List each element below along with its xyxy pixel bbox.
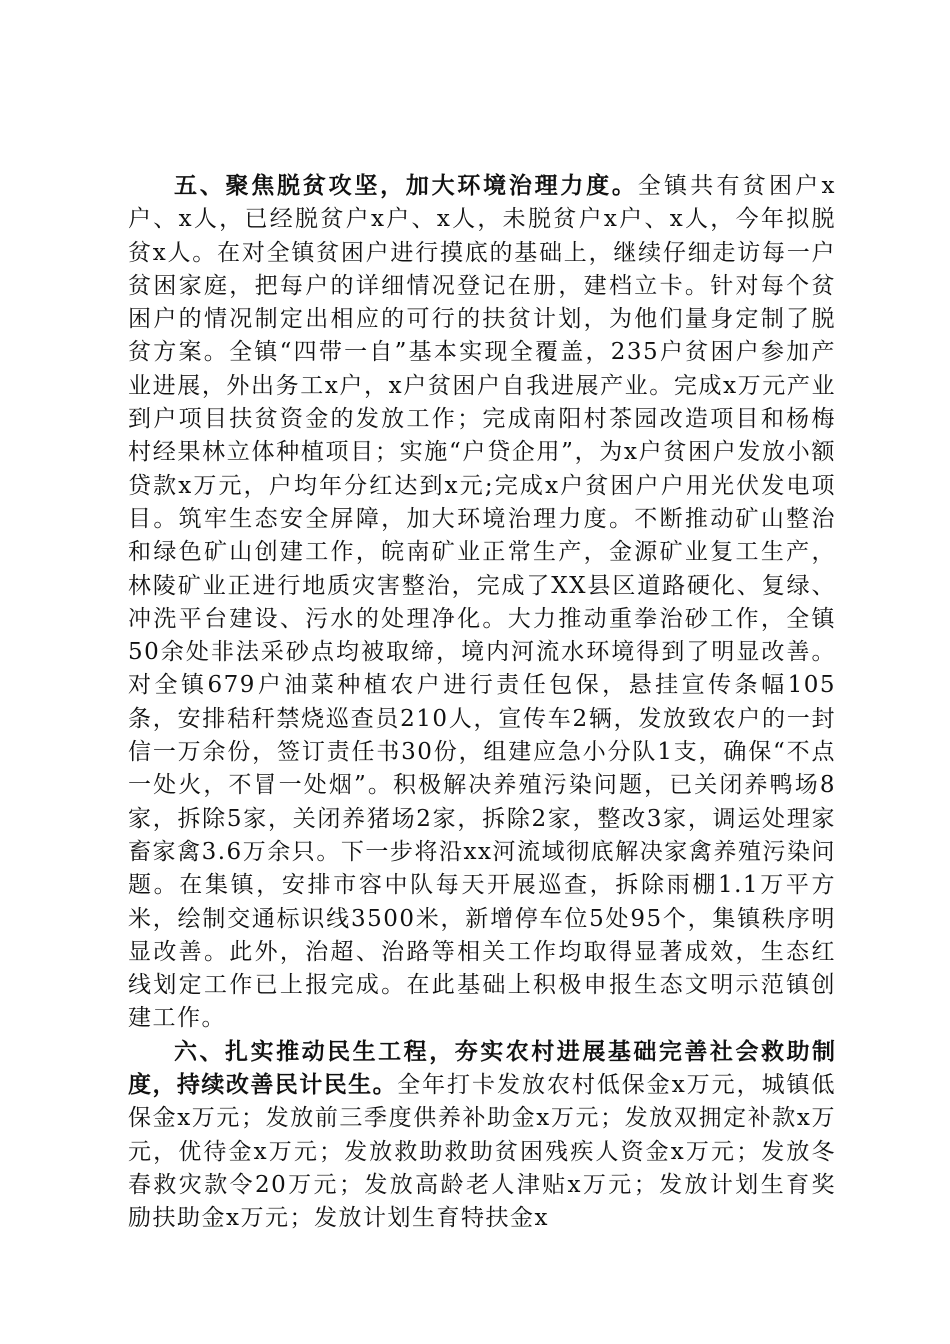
section-5-heading: 五、聚焦脱贫攻坚，加大环境治理力度。 [174,173,638,199]
section-6-body: 全年打卡发放农村低保金x万元，城镇低保金x万元；发放前三季度供养补助金x万元；发放双拥定补款x万元，优待金x万元；发放救助救助贫困残疾人资金x万元；发放冬春救灾款令20万元；发放高龄老人津贴x万元；发放计划生育奖励扶助金x万元；发放计划生育特扶金x [128,1072,836,1232]
paragraph-section-6 [128,1036,836,1236]
paragraph-section-5 [128,170,836,1036]
document-body [128,170,836,1236]
section-6-heading: 六、扎实推动民生工程，夯实农村进展基础完善社会救助制度，持续改善民计民生。 [128,1038,836,1099]
section-5-body: 全镇共有贫困户x户、x人，已经脱贫户x户、x人，未脱贫户x户、x人，今年拟脱贫x人。在对全镇贫困户进行摸底的基础上，继续仔细走访每一户贫困家庭，把每户的详细情况登记在册，建档立卡。针对每个贫困户的情况制定出相应的可行的扶贫计划，为他们量身定制了脱贫方案。全镇“四带一自”基本实现全覆盖，235户贫困户参加产业进展，外出务工x户，x户贫困户自我进展产业。完成x万元产业到户项目扶贫资金的发放工作；完成南阳村茶园改造项目和杨梅村经果林立体种植项目；实施“户贷企用”，为x户贫困户发放小额贷款x万元，户均年分红达到x元;完成x户贫困户户用光伏发电项目。筑牢生态安全屏障，加大环境治理力度。不断推动矿山整治和绿色矿山创建工作，皖南矿业正常生产，金源矿业复工生产，林陵矿业正进行地质灾害整治，完成了XX县区道路硬化、复绿、冲洗平台建设、污水的处理净化。大力推动重拳治砂工作，全镇50余处非法采砂点均被取缔，境内河流水环境得到了明显改善。对全镇679户油菜种植农户进行责任包保，悬挂宣传条幅105条，安排秸秆禁烧巡查员210人，宣传车2辆，发放致农户的一封信一万余份，签订责任书30份，组建应急小分队1支，确保“不点一处火，不冒一处烟”。积极解决养殖污染问题，已关闭养鸭场8家，拆除5家，关闭养猪场2家，拆除2家，整改3家，调运处理家畜家禽3.6万余只。下一步将沿xx河流域彻底解决家禽养殖污染问题。在集镇，安排市容中队每天开展巡查，拆除雨棚1.1万平方米，绘制交通标识线3500米，新增停车位5处95个，集镇秩序明显改善。此外，治超、治路等相关工作均取得显著成效，生态红线划定工作已上报完成。在此基础上积极申报生态文明示范镇创建工作。 [128,173,836,1032]
